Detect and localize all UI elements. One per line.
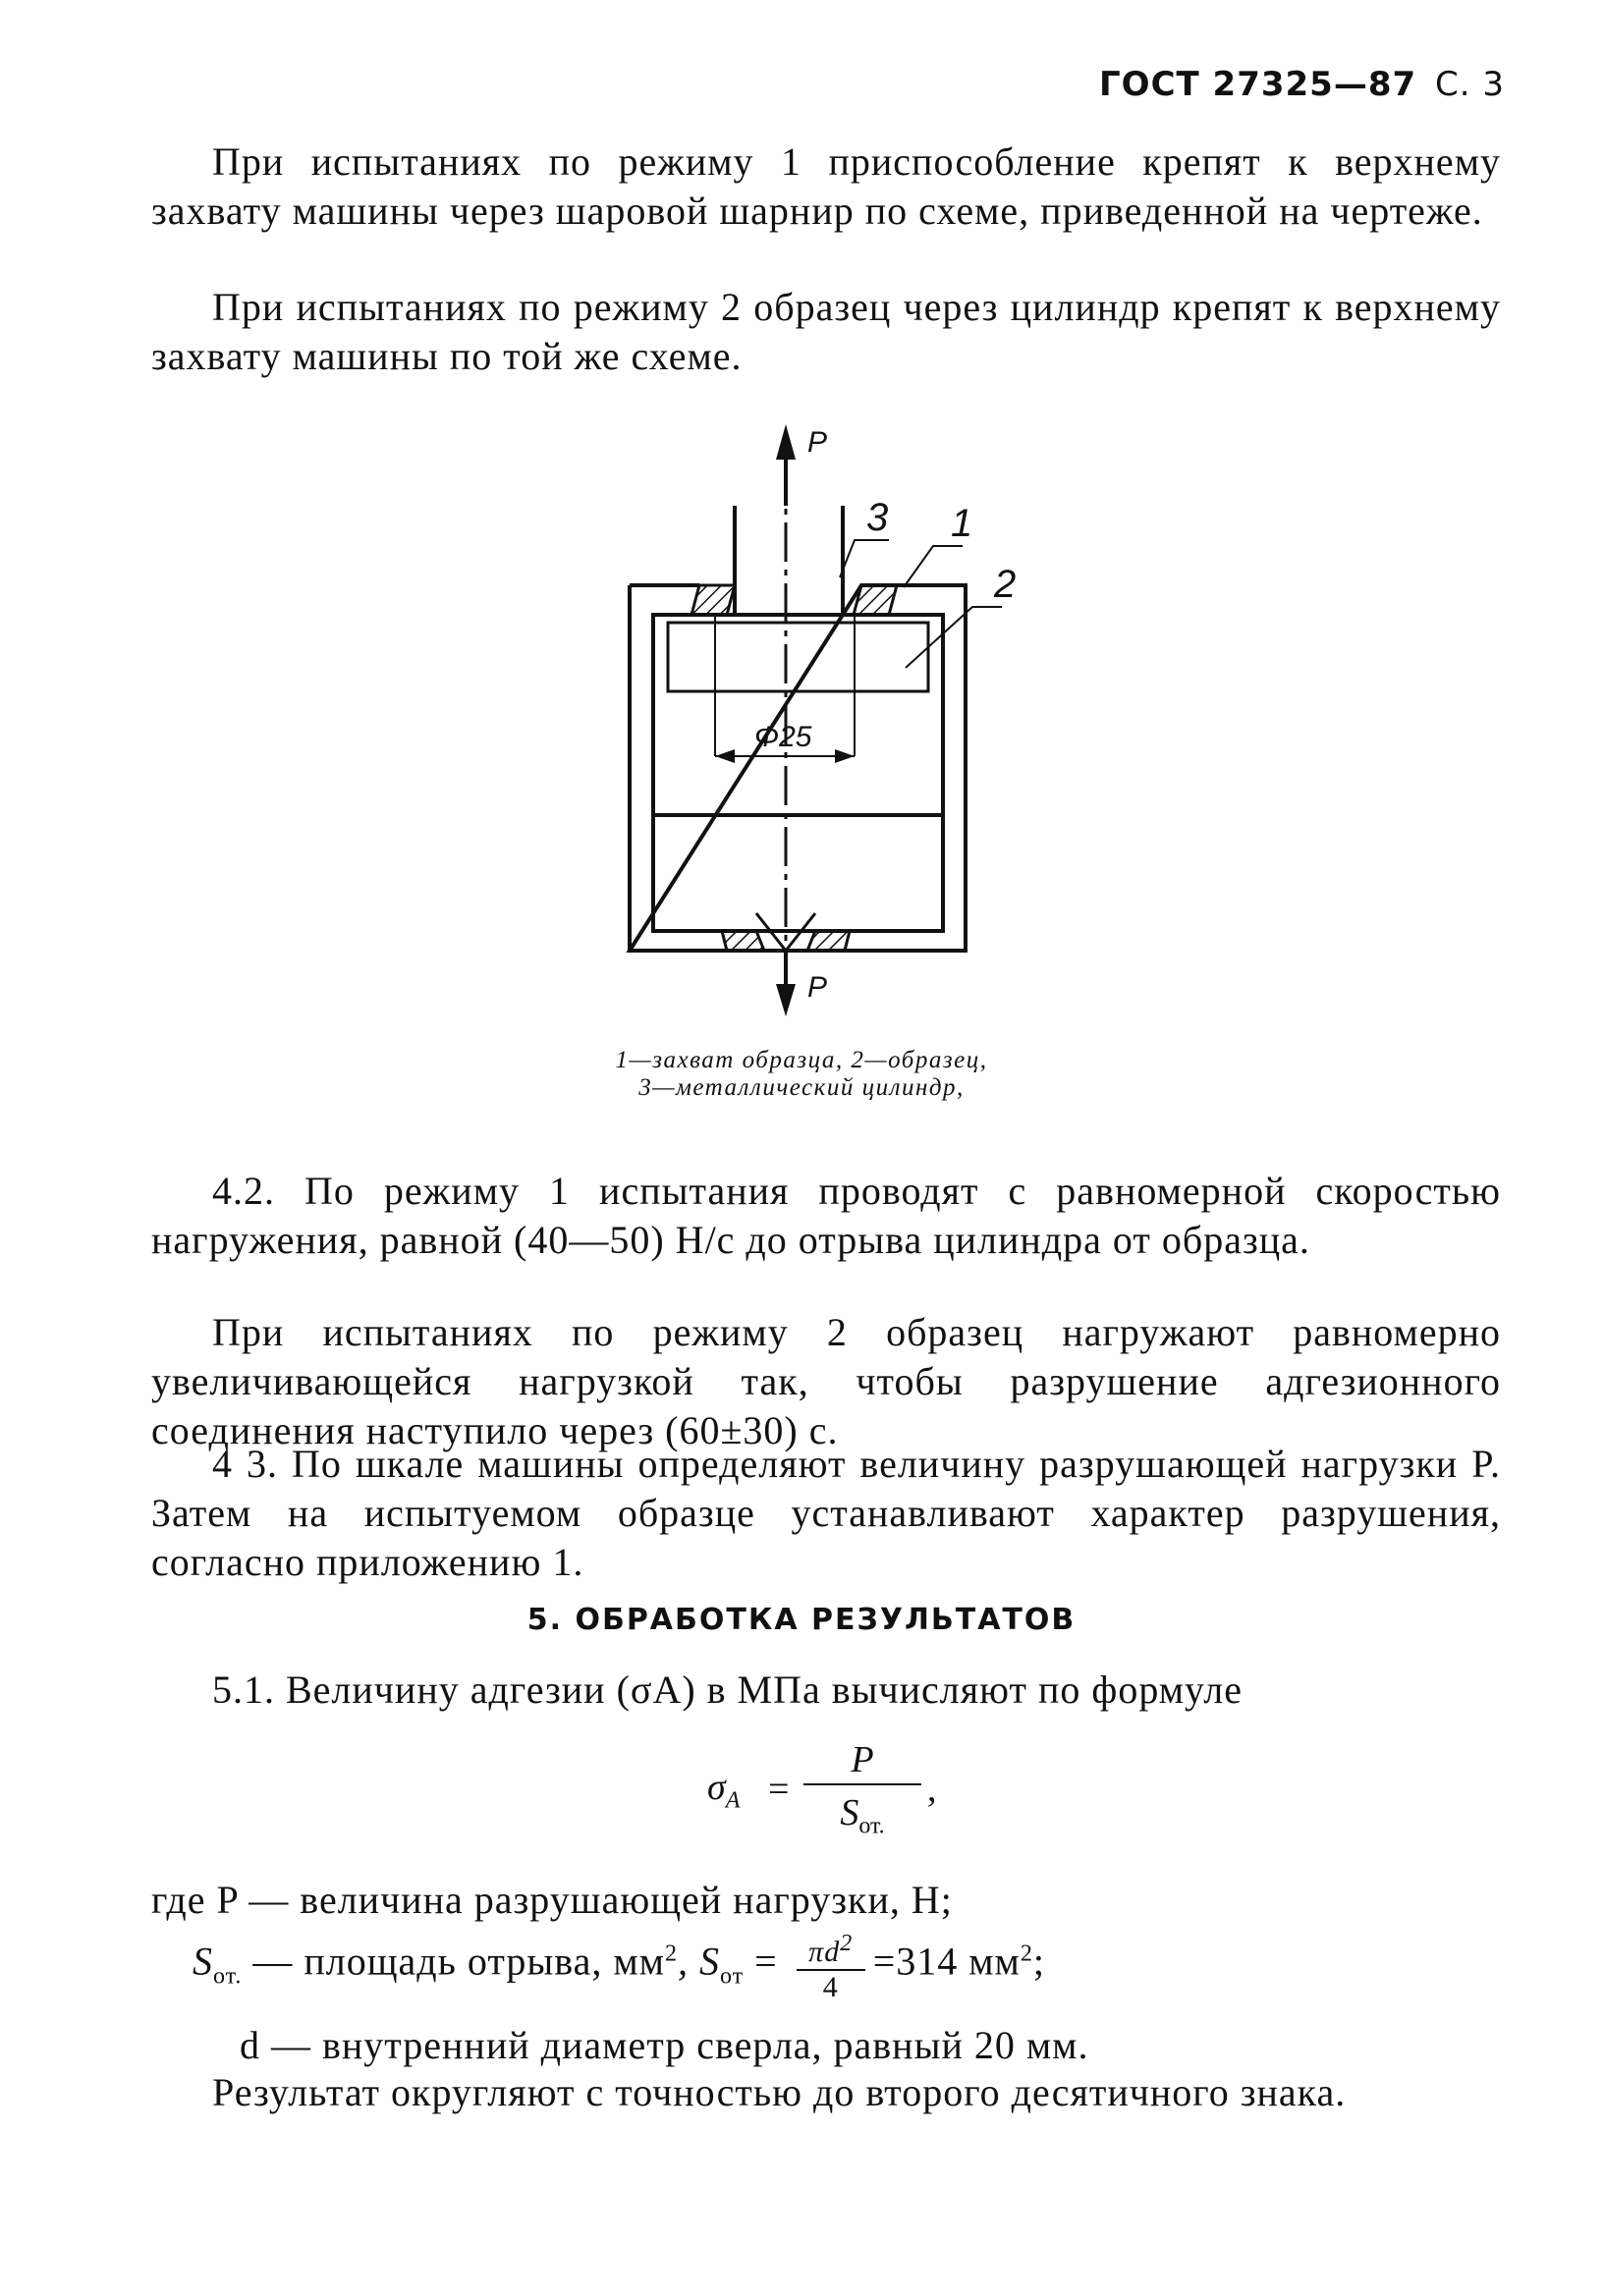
metal-cylinder <box>735 506 843 615</box>
callout-2: 2 <box>994 563 1017 606</box>
specimen <box>653 615 943 931</box>
force-label-top: P <box>807 426 828 459</box>
callout-1: 1 <box>951 502 973 545</box>
figure-caption <box>0 1047 1603 1102</box>
clause-4-2: 4.2. По режиму 1 испытания проводят с равномерной скоростью нагружения, равной (40—50) Н/с до отрыва цилиндра от образца. <box>151 1169 1501 1262</box>
clause-5-1: 5.1. Величину адгезии (σA) в МПа вычисляют по формуле <box>212 1667 1243 1712</box>
standard-number: ГОСТ 27325—87 <box>1099 65 1417 104</box>
where-d: d — внутренний диаметр сверла, равный 20 мм. <box>240 2023 1089 2067</box>
caption-line-1: 1—захват образца, 2—образец, <box>615 1047 988 1073</box>
force-arrow-up <box>776 424 796 460</box>
area-fraction: $\frac{\pi d^2}{4}$ <box>797 1927 865 2004</box>
force-label-bottom: P <box>807 971 828 1004</box>
grip-frame <box>630 585 966 951</box>
diameter-label: Φ25 <box>754 721 812 753</box>
formula-equals: = <box>768 1769 790 1810</box>
intro-paragraph-2: При испытаниях по режиму 2 образец через цилиндр крепят к верхнему захвату машины по той же схеме. <box>151 285 1501 378</box>
formula-fraction: P $S_{от.}$ <box>803 1738 921 1840</box>
page-header <box>1099 65 1505 104</box>
adhesion-formula: $\sigma_A$ = P $S_{от.}$ , <box>707 1739 937 1839</box>
clause-4-2-mode-2: При испытаниях по режиму 2 образец нагружают равномерно увеличивающейся нагрузкой так, чтобы разрушение адгезионного соединения наступило через (60±30) с. <box>151 1310 1501 1452</box>
result-note: Результат округляют с точностью до второго десятичного знака. <box>212 2070 1347 2114</box>
where-p: где P — величина разрушающей нагрузки, Н; <box>151 1878 953 1922</box>
intro-paragraph-1: При испытаниях по режиму 1 приспособление крепят к верхнему захвату машины через шаровой шарнир по схеме, приведенной на чертеже. <box>151 139 1501 233</box>
formula-lhs: $\sigma_A$ <box>707 1767 741 1814</box>
caption-line-2: 3—металлический цилиндр, <box>638 1074 965 1101</box>
callout-3: 3 <box>866 496 889 539</box>
force-arrow-down <box>776 984 796 1016</box>
clause-4-3: 4 3. По шкале машины определяют величину разрушающей нагрузки P. Затем на испытуемом образце устанавливают характер разрушения, согласно приложению 1. <box>151 1442 1501 1584</box>
section-title: 5. ОБРАБОТКА РЕЗУЛЬТАТОВ <box>526 1603 1077 1637</box>
page-number: С. 3 <box>1435 65 1505 104</box>
where-s: $S_{от.}$ — площадь отрыва, $мм^2$, $S_{от}$ = $\frac{\pi d^2}{4}$ =314 $мм^2$; <box>193 1927 1045 2004</box>
test-fixture-diagram <box>589 412 1022 1041</box>
